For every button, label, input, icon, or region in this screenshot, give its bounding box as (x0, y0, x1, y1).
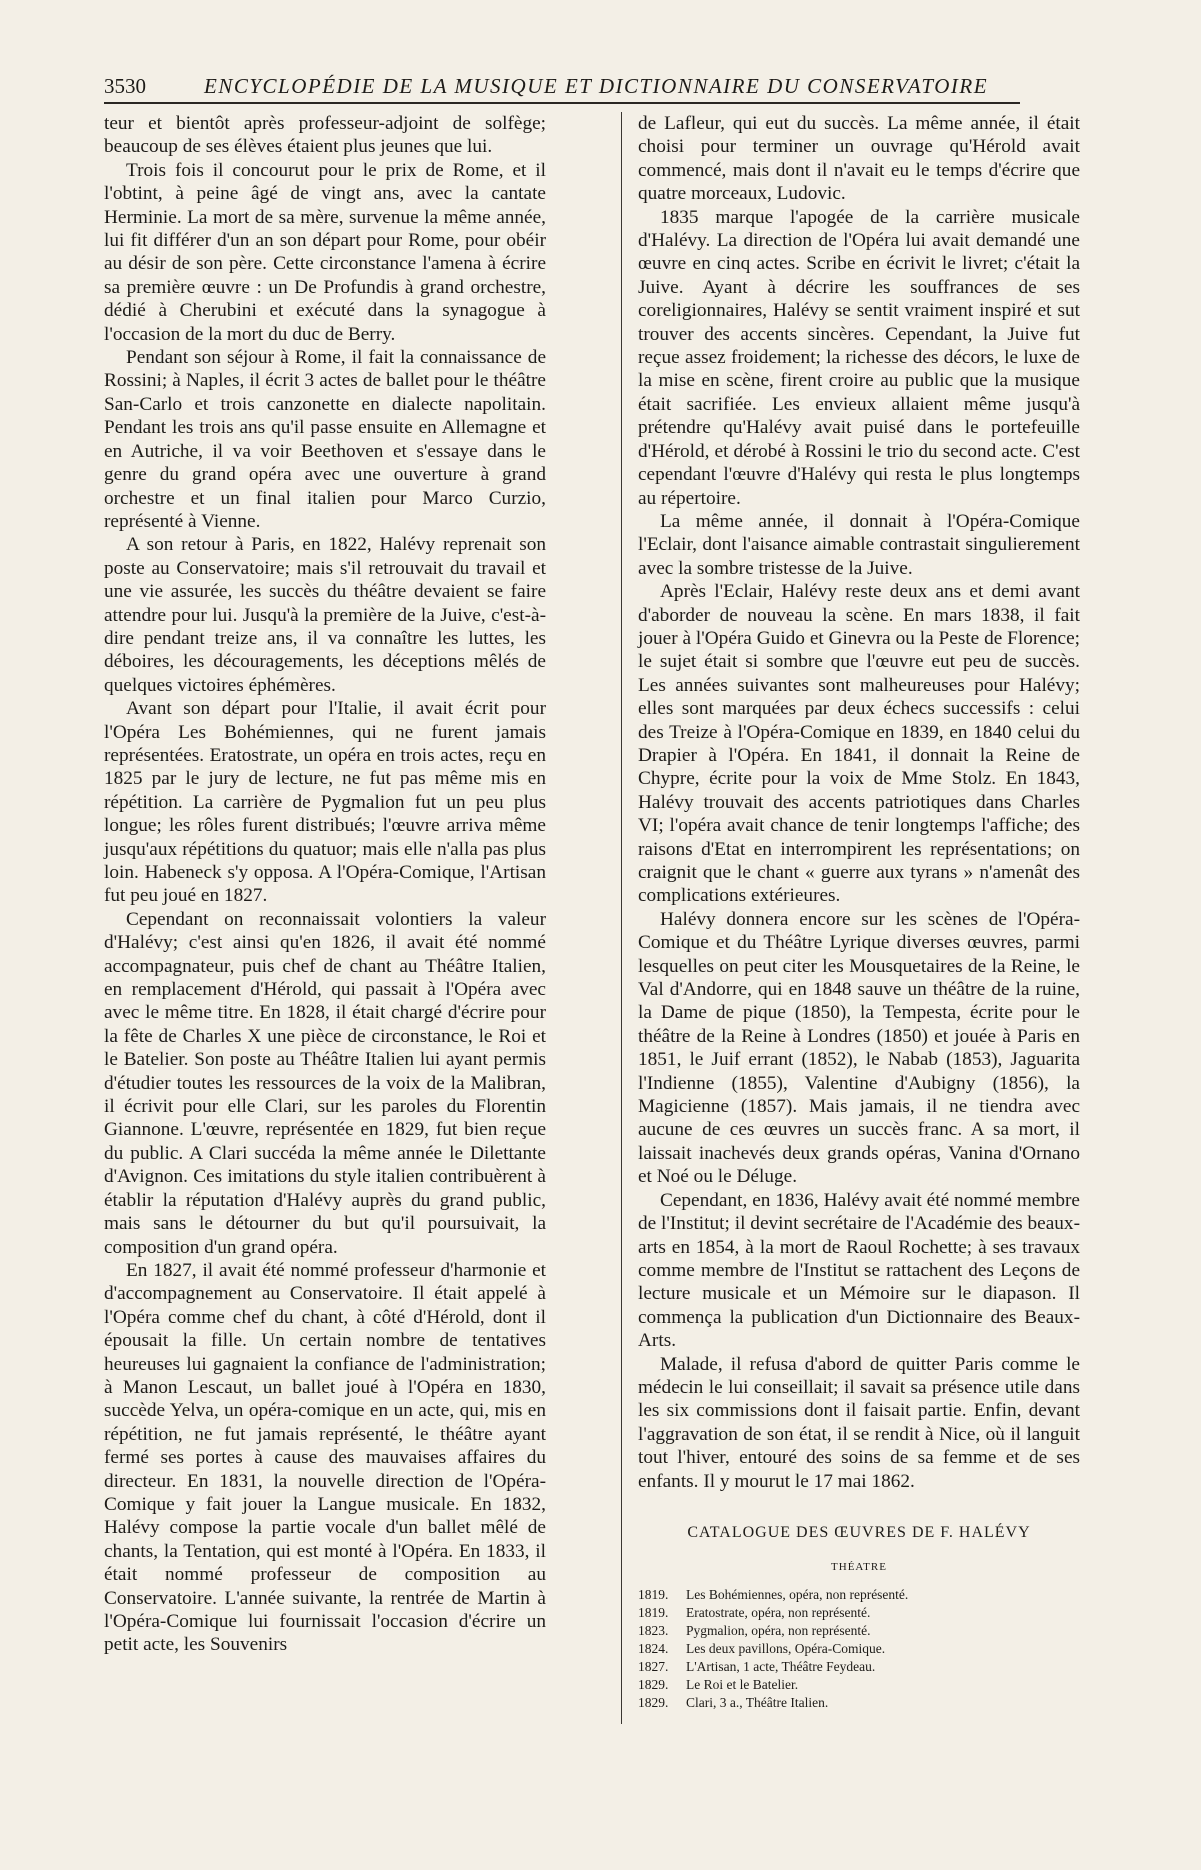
catalogue-item (638, 1586, 1080, 1604)
paragraph: En 1827, il avait été nommé professeur d'harmonie et d'accompagnement au Conservatoire. Il était appelé à l'Opéra comme chef du chant, à côté d'Hérold, dont il épousait la fille. Un certain nombre de tentatives heureuses lui gagnaient la confiance de l'administration; à Manon Lescaut, un ballet joué à l'Opéra en 1830, succède Yelva, un opéra-comique en un acte, qui, mis en répétition, ne fut jamais représenté, le théâtre ayant fermé ses portes à cause des mauvaises affaires du directeur. En 1831, la nouvelle direction de l'Opéra-Comique y fait jouer la Langue musicale. En 1832, Halévy compose la partie vocale d'un ballet mêlé de chants, la Tentation, qui est monté à l'Opéra. En 1833, il était nommé professeur de composition au Conservatoire. L'année suivante, la rentrée de Martin à l'Opéra-Comique lui fournissait l'occasion d'écrire un petit acte, les Souvenirs (104, 1259, 546, 1656)
catalogue-year: 1829. (638, 1694, 669, 1710)
paragraph: Halévy donnera encore sur les scènes de l'Opéra-Comique et du Théâtre Lyrique diverses œuvres, parmi lesquelles on peut citer les Mousquetaires de la Reine, le Val d'Andorre, qui en 1848 sauve un théâtre de la ruine, la Dame de pique (1850), la Tempesta, écrite pour le théâtre de la Reine à Londres (1850) et jouée à Paris en 1851, le Juif errant (1852), le Nabab (1853), Jaguarita l'Indienne (1855), Valentine d'Aubigny (1856), la Magicienne (1857). Mais jamais, il ne tiendra avec aucune de ces œuvres un succès franc. A sa mort, il laissait inachevés deux grands opéras, Vanina d'Ornano et Noé ou le Déluge. (638, 908, 1080, 1188)
catalogue-year: 1819. (638, 1604, 669, 1620)
paragraph: A son retour à Paris, en 1822, Halévy reprenait son poste au Conservatoire; mais s'il retrouvait du travail et une vie assurée, les succès du théâtre devaient se faire attendre pour lui. Jusqu'à la première de la Juive, c'est-à-dire pendant treize ans, il va connaître les luttes, les déboires, les découragements, les déceptions mêlés de quelques victoires éphémères. (104, 534, 546, 696)
catalogue-item (638, 1676, 1080, 1694)
paragraph: Cependant on reconnaissait volontiers la valeur d'Halévy; c'est ainsi qu'en 1826, il avait été nommé accompagnateur, puis chef de chant au Théâtre Italien, en remplacement d'Hérold, qui passait à l'Opéra avec avec le même titre. En 1828, il était chargé d'écrire pour la fête de Charles X une pièce de circonstance, le Roi et le Batelier. Son poste au Théâtre Italien lui ayant permis d'étudier toutes les ressources de la voix de la Malibran, il écrivit pour elle Clari, sur les paroles du Florentin Giannone. L'œuvre, représentée en 1829, fut bien reçue du public. A Clari succéda la même année le Dilettante d'Avignon. Ces imitations du style italien contribuèrent à établir la réputation d'Halévy auprès du grand public, mais sans le détourner du but qu'il poursuivait, la composition d'un grand opéra. (104, 908, 546, 1258)
running-header (104, 74, 1020, 104)
catalogue-list (638, 1586, 1080, 1712)
paragraph: Pendant son séjour à Rome, il fait la connaissance de Rossini; à Naples, il écrit 3 actes de ballet pour le théâtre San-Carlo et trois canzonette en dialecte napolitain. Pendant les trois ans qu'il passe ensuite en Allemagne et en Autriche, il va voir Beethoven et s'essaye dans le genre du grand opéra avec une ouverture à grand orchestre et un final italien pour Marco Curzio, représenté à Vienne. (104, 347, 546, 532)
catalogue-section-title: THÉATRE (831, 1561, 887, 1574)
paragraph: 1835 marque l'apogée de la carrière musicale d'Halévy. La direction de l'Opéra lui avait demandé une œuvre en cinq actes. Scribe en écrivit le livret; c'était la Juive. Ayant à décrire les souffrances de ses coreligionnaires, Halévy se sentit vraiment inspiré et sut trouver des accents sincères. Cependant, la Juive fut reçue assez froidement; la richesse des décors, le luxe de la mise en scène, firent croire au public que la musique était sacrifiée. Les envieux allaient même jusqu'à prétendre qu'Halévy avait puisé dans le portefeuille d'Hérold, et dérobé à Rossini le trio du second acte. C'est cependant l'œuvre d'Halévy qui resta le plus longtemps au répertoire. (638, 206, 1080, 509)
paragraph: teur et bientôt après professeur-adjoint de solfège; beaucoup de ses élèves étaient plus jeunes que lui. (104, 113, 546, 158)
catalogue-entry: L'Artisan, 1 acte, Théâtre Feydeau. (686, 1658, 876, 1674)
column-divider (621, 112, 622, 1724)
catalogue-entry: Pygmalion, opéra, non représenté. (686, 1622, 871, 1638)
catalogue-year: 1823. (638, 1622, 669, 1638)
catalogue-entry: Les Bohémiennes, opéra, non représenté. (686, 1586, 909, 1602)
catalogue-item (638, 1622, 1080, 1640)
right-column (638, 112, 1080, 1712)
catalogue-entry: Le Roi et le Batelier. (686, 1676, 799, 1692)
paragraph: Avant son départ pour l'Italie, il avait écrit pour l'Opéra Les Bohémiennes, qui ne furent jamais représentées. Eratostrate, un opéra en trois actes, reçu en 1825 par le jury de lecture, ne fut pas même mis en répétition. La carrière de Pygmalion fut un peu plus longue; les rôles furent distribués; l'œuvre arriva même jusqu'aux répétitions du quatuor; mais elle n'alla pas plus loin. Habeneck s'y opposa. A l'Opéra-Comique, l'Artisan fut peu joué en 1827. (104, 698, 546, 907)
catalogue-year: 1829. (638, 1676, 669, 1692)
catalogue-entry: Eratostrate, opéra, non représenté. (686, 1604, 871, 1620)
catalogue-year: 1824. (638, 1640, 669, 1656)
paragraph: de Lafleur, qui eut du succès. La même année, il était choisi pour terminer un ouvrage qu'Hérold avait commencé, mais dont il n'avait eu le temps d'écrire que quatre morceaux, Ludovic. (638, 113, 1080, 205)
paragraph: Après l'Eclair, Halévy reste deux ans et demi avant d'aborder de nouveau la scène. En mars 1838, il fait jouer à l'Opéra Guido et Ginevra ou la Peste de Florence; le sujet était si sombre que l'œuvre eut peu de succès. Les années suivantes sont malheureuses pour Halévy; elles sont marquées par deux échecs successifs : celui des Treize à l'Opéra-Comique en 1839, en 1840 celui du Drapier à l'Opéra. En 1841, il donnait la Reine de Chypre, écrite pour la voix de Mme Stolz. En 1843, Halévy trouvait des accents patriotiques dans Charles VI; l'opéra avait chance de tenir longtemps l'affiche; des raisons d'Etat en interrompirent les représentations; on craignit que le chant « guerre aux tyrans » n'amenât des complications extérieures. (638, 581, 1080, 907)
running-title: ENCYCLOPÉDIE DE LA MUSIQUE ET DICTIONNAIRE DU CONSERVATOIRE (204, 74, 989, 98)
paragraph: La même année, il donnait à l'Opéra-Comique l'Eclair, dont l'aisance aimable contrastait singulierement avec la sombre tristesse de la Juive. (638, 510, 1080, 579)
catalogue-entry: Les deux pavillons, Opéra-Comique. (686, 1640, 886, 1656)
catalogue-item (638, 1640, 1080, 1658)
catalogue-item (638, 1694, 1080, 1712)
paragraph: Cependant, en 1836, Halévy avait été nommé membre de l'Institut; il devint secrétaire de l'Académie des beaux-arts en 1854, à la mort de Raoul Rochette; à ses travaux comme membre de l'Institut se rattachent des Leçons de lecture musicale et un Mémoire sur le diapason. Il commença la publication d'un Dictionnaire des Beaux-Arts. (638, 1189, 1080, 1352)
catalogue-item (638, 1604, 1080, 1622)
catalogue-title: CATALOGUE DES ŒUVRES DE F. HALÉVY (687, 1523, 1031, 1541)
catalogue-year: 1819. (638, 1586, 669, 1602)
catalogue-entry: Clari, 3 a., Théâtre Italien. (686, 1694, 829, 1710)
catalogue-year: 1827. (638, 1658, 669, 1674)
paragraph: Trois fois il concourut pour le prix de Rome, et il l'obtint, à peine âgé de vingt ans, avec la cantate Herminie. La mort de sa mère, survenue la même année, lui fit différer d'un an son départ pour Rome, pour obéir au désir de son père. Cette circonstance l'amena à écrire sa première œuvre : un De Profundis à grand orchestre, dédié à Cherubini et exécuté dans la synagogue à l'occasion de la mort du duc de Berry. (104, 159, 546, 345)
left-column (104, 112, 546, 1657)
catalogue-item (638, 1658, 1080, 1676)
page-number: 3530 (104, 74, 146, 98)
paragraph: Malade, il refusa d'abord de quitter Paris comme le médecin le lui conseillait; il savait sa présence utile dans les six commissions dont il faisait partie. Enfin, devant l'aggravation de son état, il se rendit à Nice, où il languit tout l'hiver, entouré des soins de sa femme et de ses enfants. Il y mourut le 17 mai 1862. (638, 1353, 1080, 1492)
